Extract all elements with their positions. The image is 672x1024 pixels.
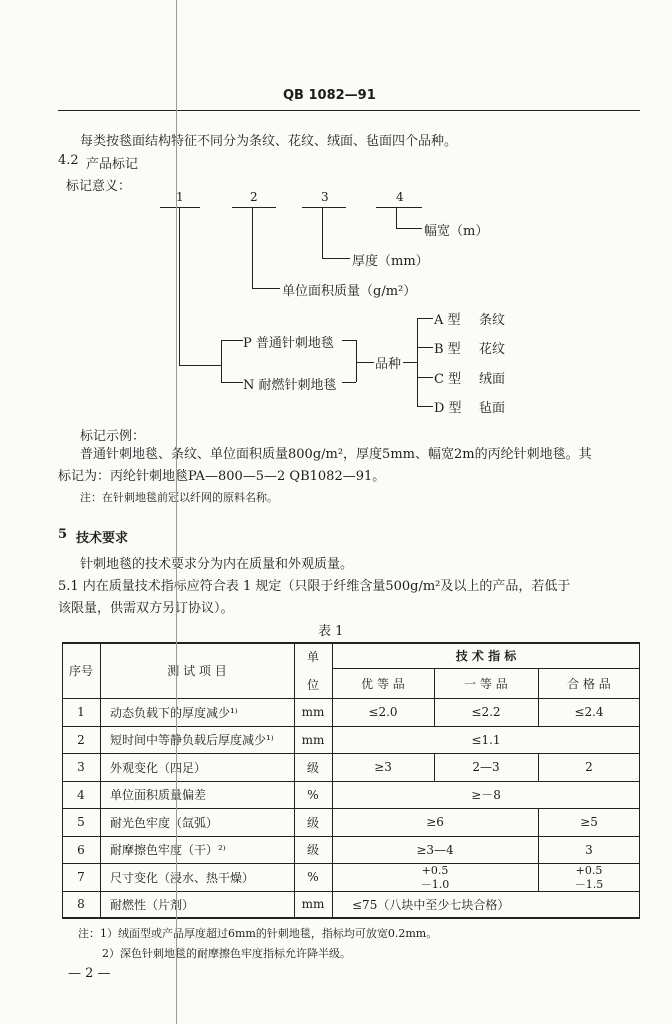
variety-c-name: 绒面 bbox=[479, 372, 506, 387]
variety-label: 品种 bbox=[375, 357, 402, 372]
row-4-item: 单位面积质量偏差 bbox=[110, 788, 207, 802]
row-3-no: 3 bbox=[77, 760, 85, 774]
row-7-item: 尺寸变化（浸水、热干燥） bbox=[110, 870, 255, 885]
header-rule bbox=[58, 110, 640, 111]
row-2-value: ≤1.1 bbox=[471, 732, 501, 747]
row-3-unit: 级 bbox=[306, 760, 319, 775]
document-code: QB 1082—91 bbox=[283, 88, 376, 103]
table-note-2: 2）深色针刺地毯的耐摩擦色牢度指标允许降半级。 bbox=[102, 947, 351, 960]
variety-b-code: B 型 bbox=[434, 342, 461, 357]
variety-b-name: 花纹 bbox=[479, 342, 506, 357]
example-note: 注：在针刺地毯前冠以纤网的原料名称。 bbox=[80, 491, 278, 504]
row-6-item: 耐摩擦色牢度（干）²⁾ bbox=[110, 843, 226, 857]
row-6-unit: 级 bbox=[306, 843, 319, 857]
spec-table bbox=[62, 642, 640, 918]
row-5-grade-1-2: ≥6 bbox=[426, 815, 444, 829]
row-7-grade-3-lower: －1.5 bbox=[574, 877, 604, 891]
row-3-grade-2: 2—3 bbox=[472, 760, 500, 774]
row-1-grade-3: ≤2.4 bbox=[574, 705, 604, 719]
section-4-2-title: 产品标记 bbox=[86, 157, 139, 172]
underline-4 bbox=[376, 207, 422, 208]
example-title: 标记示例： bbox=[80, 429, 146, 444]
row-4-unit: % bbox=[307, 787, 319, 802]
diagram-number-3: 3 bbox=[321, 190, 329, 204]
row-8-unit: mm bbox=[301, 897, 325, 911]
example-line-2: 标记为：丙纶针刺地毯PA—800—5—2 QB1082—91。 bbox=[58, 469, 386, 484]
row-8-item: 耐燃性（片剂） bbox=[110, 897, 195, 912]
row-7-grade-1-2-lower: －1.0 bbox=[420, 877, 450, 891]
row-5-no: 5 bbox=[77, 815, 85, 829]
row-2-item: 短时间中等静负载后厚度减少¹⁾ bbox=[110, 733, 274, 747]
header-grade-3: 合 格 品 bbox=[567, 676, 611, 691]
row-8-value: ≤75（八块中至少七块合格） bbox=[352, 897, 510, 912]
section-5-title: 技术要求 bbox=[76, 531, 129, 546]
diagram-number-4: 4 bbox=[396, 190, 404, 204]
header-grade-1: 优 等 品 bbox=[361, 676, 405, 691]
variety-c-code: C 型 bbox=[434, 372, 462, 387]
header-unit-bottom: 位 bbox=[306, 677, 319, 692]
header-no: 序号 bbox=[68, 663, 93, 678]
header-spec: 技 术 指 标 bbox=[455, 648, 517, 663]
section-5-1-line-2: 该限量，供需双方另订协议）。 bbox=[58, 601, 234, 616]
table-note-1: 注：1）绒面型或产品厚度超过6mm的针刺地毯，指标均可放宽0.2mm。 bbox=[78, 927, 438, 940]
p-type-label: P 普通针刺地毯 bbox=[243, 336, 334, 351]
variety-d-name: 毡面 bbox=[479, 401, 506, 416]
variety-a-name: 条纹 bbox=[479, 313, 506, 328]
marking-meaning-label: 标记意义： bbox=[66, 179, 132, 194]
row-4-value: ≥－8 bbox=[471, 788, 501, 802]
width-label: 幅宽（m） bbox=[424, 224, 489, 239]
mass-label: 单位面积质量（g/m²） bbox=[282, 284, 417, 299]
header-item: 测 试 项 目 bbox=[167, 663, 227, 678]
section-5-number: 5 bbox=[58, 527, 68, 542]
section-5-1-line-1: 5.1 内在质量技术指标应符合表 1 规定（只限于纤维含量500g/m²及以上的产品，若低于 bbox=[58, 579, 571, 594]
row-1-grade-1: ≤2.0 bbox=[368, 705, 398, 719]
row-5-unit: 级 bbox=[306, 815, 319, 830]
header-grade-2: 一 等 品 bbox=[464, 676, 508, 691]
row-3-grade-3: 2 bbox=[585, 760, 593, 774]
row-1-item: 动态负载下的厚度减少¹⁾ bbox=[110, 705, 238, 720]
table-caption: 表 1 bbox=[318, 624, 344, 639]
thickness-label: 厚度（mm） bbox=[352, 254, 429, 269]
section-4-2-number: 4.2 bbox=[58, 153, 79, 168]
row-2-no: 2 bbox=[77, 732, 85, 747]
diagram-number-1: 1 bbox=[176, 190, 184, 204]
diagram-number-2: 2 bbox=[250, 190, 258, 204]
row-7-grade-3-upper: +0.5 bbox=[575, 864, 603, 877]
row-3-grade-1: ≥3 bbox=[374, 760, 392, 774]
row-1-unit: mm bbox=[301, 705, 325, 719]
row-7-unit: % bbox=[307, 870, 319, 884]
row-5-item: 耐光色牢度（氙弧） bbox=[110, 815, 219, 830]
scan-fold-line bbox=[176, 0, 177, 1024]
n-type-label: N 耐燃针刺地毯 bbox=[243, 378, 337, 393]
intro-text: 每类按毯面结构特征不同分为条纹、花纹、绒面、毡面四个品种。 bbox=[80, 134, 458, 149]
row-5-grade-3: ≥5 bbox=[580, 815, 598, 829]
row-4-no: 4 bbox=[77, 787, 85, 802]
row-7-grade-1-2-upper: +0.5 bbox=[421, 864, 449, 877]
underline-1 bbox=[160, 207, 200, 208]
underline-2 bbox=[232, 207, 276, 208]
row-6-no: 6 bbox=[77, 842, 85, 857]
section-5-text: 针刺地毯的技术要求分为内在质量和外观质量。 bbox=[80, 557, 354, 572]
underline-3 bbox=[302, 207, 346, 208]
header-unit-top: 单 bbox=[306, 649, 319, 664]
row-2-unit: mm bbox=[301, 732, 325, 747]
row-3-item: 外观变化（四足） bbox=[110, 760, 207, 775]
row-6-grade-1-2: ≥3—4 bbox=[416, 842, 454, 857]
row-8-no: 8 bbox=[77, 897, 85, 911]
row-6-grade-3: 3 bbox=[585, 842, 593, 857]
variety-a-code: A 型 bbox=[434, 313, 461, 328]
row-1-grade-2: ≤2.2 bbox=[471, 705, 501, 719]
page-number: — 2 — bbox=[68, 966, 111, 981]
example-line-1: 普通针刺地毯、条纹、单位面积质量800g/m²，厚度5mm、幅宽2m的丙纶针刺地毯。其 bbox=[80, 447, 592, 462]
variety-d-code: D 型 bbox=[434, 401, 462, 416]
row-7-no: 7 bbox=[77, 870, 85, 884]
row-1-no: 1 bbox=[77, 705, 85, 719]
